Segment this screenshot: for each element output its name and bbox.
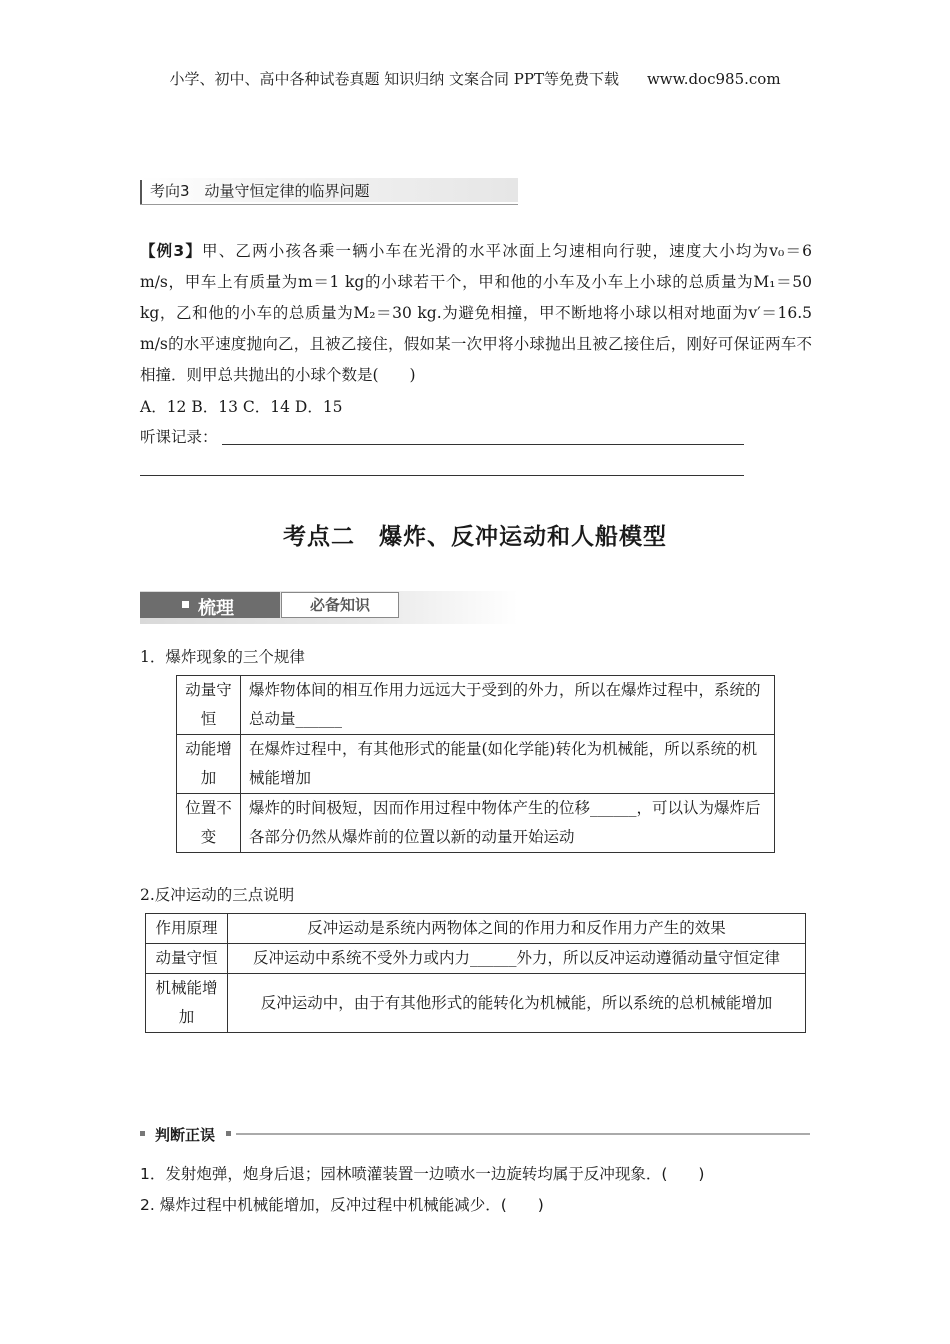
row-value: 反冲运动是系统内两物体之间的作用力和反作用力产生的效果 [228,914,806,944]
recoil-title: 2.反冲运动的三点说明 [140,886,295,904]
square-bullet-icon [140,1131,145,1136]
row-value: 爆炸的时间极短，因而作用过程中物体产生的位移______，可以认为爆炸后各部分仍然从爆炸前的位置以新的动量开始运动 [241,794,775,853]
table-row [177,676,775,735]
square-bullet-icon [226,1131,231,1136]
divider [236,1133,810,1135]
judge-header-title: 判断正误 [155,1126,216,1144]
kaoxiang-heading [140,178,518,208]
table-row [146,974,806,1033]
judge-item: 1．发射炮弹，炮身后退；园林喷灌装置一边喷水一边旋转均属于反冲现象．( ) [140,1165,705,1183]
row-key: 动能增加 [177,735,241,794]
row-key: 动量守恒 [177,676,241,735]
note-line-2[interactable] [140,475,744,476]
banner-left-label: 梳理 [198,598,234,619]
section-title: 考点二 爆炸、反冲运动和人船模型 [283,524,667,550]
recoil-table [145,913,806,1033]
row-key: 动量守恒 [146,944,228,974]
row-value: 在爆炸过程中，有其他形式的能量(如化学能)转化为机械能，所以系统的机械能增加 [241,735,775,794]
knowledge-banner [140,591,518,624]
note-label: 听课记录： [140,428,218,446]
table-row [146,944,806,974]
example-text: 甲、乙两小孩各乘一辆小车在光滑的水平冰面上匀速相向行驶，速度大小均为v₀＝6 m/s，甲车上有质量为m＝1 kg的小球若干个，甲和他的小车及小车上小球的总质量为M₁＝50 kg，乙和他的小车的总质量为M₂＝30 kg.为避免相撞，甲不断地将小球以相对地面为v′＝16.5 m/s的水平速度抛向乙，且被乙接住，假如某一次甲将小球抛出且被乙接住后，刚好可保证两车不相撞．则甲总共抛出的小球个数是( ) [140,242,812,384]
table-row [177,794,775,853]
explosion-table [176,675,775,853]
page-header [0,68,950,89]
judge-header [140,1124,810,1144]
explosion-title: 1．爆炸现象的三个规律 [140,648,305,666]
table-row [177,735,775,794]
row-value: 爆炸物体间的相互作用力远远大于受到的外力，所以在爆炸过程中，系统的总动量______ [241,676,775,735]
example-options: A．12 B．13 C．14 D．15 [140,398,343,416]
banner-right-label: 必备知识 [281,592,399,618]
header-url[interactable]: www.doc985.com [646,70,781,88]
example-label: 【例3】 [140,242,203,260]
example-paragraph [140,236,812,391]
kaoxiang-title: 考向3 动量守恒定律的临界问题 [150,182,370,200]
note-line-1[interactable] [222,444,744,445]
header-text: 小学、初中、高中各种试卷真题 知识归纳 文案合同 PPT等免费下载 [169,70,619,88]
square-bullet-icon [182,601,189,608]
row-key: 机械能增加 [146,974,228,1033]
row-value: 反冲运动中，由于有其他形式的能转化为机械能，所以系统的总机械能增加 [228,974,806,1033]
row-value: 反冲运动中系统不受外力或内力______外力，所以反冲运动遵循动量守恒定律 [228,944,806,974]
row-key: 位置不变 [177,794,241,853]
judge-item: 2. 爆炸过程中机械能增加，反冲过程中机械能减少．( ) [140,1196,544,1214]
table-row [146,914,806,944]
row-key: 作用原理 [146,914,228,944]
